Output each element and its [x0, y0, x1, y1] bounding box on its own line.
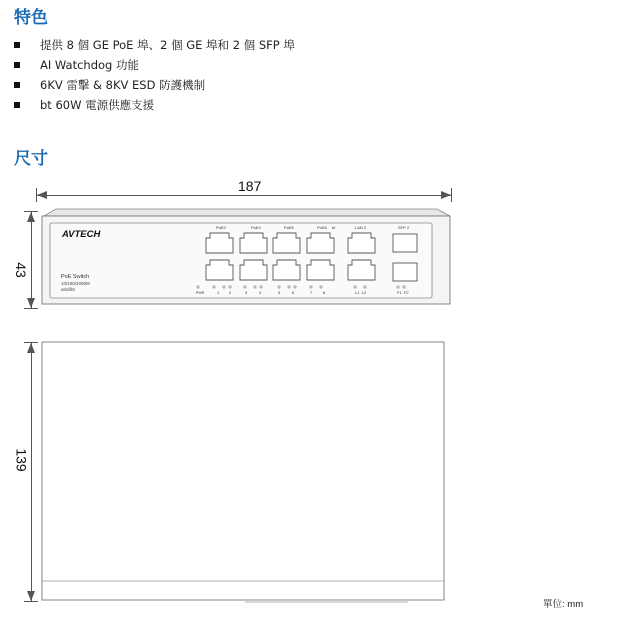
rj45-port-top-2	[240, 233, 267, 253]
rj45-port-bottom-2	[240, 260, 267, 280]
model-speed: 10/100/1000M	[61, 281, 90, 286]
unit-note: 單位: mm	[543, 599, 584, 610]
width-dimension-label: 187	[238, 178, 262, 194]
rj45-port-bottom-4	[307, 260, 334, 280]
dimensions-heading: 尺寸	[14, 149, 48, 169]
depth-arrow-up-icon	[27, 343, 35, 353]
port-label-bt: bt	[332, 225, 336, 230]
rj45-port-bottom-5	[348, 260, 375, 280]
width-arrow-right-icon	[441, 191, 451, 199]
device-top-view	[40, 340, 450, 604]
port-number-4: 4	[259, 290, 262, 295]
port-number-3: 3	[245, 290, 248, 295]
port-number-7: 7	[310, 290, 313, 295]
model-sub: at/af/bt	[61, 287, 75, 292]
sfp-led-label: F1 F2	[397, 290, 409, 295]
model-name: PoE Switch	[61, 274, 90, 280]
port-label-sfp2: SFP 2	[398, 225, 410, 230]
feature-text: 6KV 雷擊 & 8KV ESD 防護機制	[40, 78, 206, 92]
height-extension-bottom	[24, 308, 38, 309]
port-number-1: 1	[217, 290, 220, 295]
pwr-label: PWR	[196, 291, 205, 295]
rj45-port-top-1	[206, 233, 233, 253]
brand-logo: AVTECH	[62, 229, 101, 240]
height-dimension-label: 43	[12, 262, 29, 278]
bullet-icon	[14, 42, 20, 48]
height-dimension-line	[31, 211, 32, 309]
height-arrow-up-icon	[27, 212, 35, 222]
feature-text: AI Watchdog 功能	[40, 58, 140, 72]
height-arrow-down-icon	[27, 298, 35, 308]
depth-dimension-label: 139	[13, 448, 30, 472]
feature-text: 提供 8 個 GE PoE 埠、2 個 GE 埠和 2 個 SFP 埠	[40, 38, 295, 52]
bullet-icon	[14, 62, 20, 68]
port-label-poe6: PoE6	[284, 225, 294, 230]
rj45-port-bottom-3	[273, 260, 300, 280]
rj45-port-top-3	[273, 233, 300, 253]
port-number-5: 5	[278, 290, 281, 295]
width-arrow-left-icon	[37, 191, 47, 199]
port-label-poe2: PoE2	[216, 225, 226, 230]
rj45-port-top-4	[307, 233, 334, 253]
feature-text: bt 60W 電源供應支援	[40, 98, 155, 112]
depth-extension-bottom	[24, 601, 38, 602]
port-label-poe4: PoE4	[251, 225, 261, 230]
port-number-8: 8	[323, 290, 326, 295]
rj45-port-bottom-1	[206, 260, 233, 280]
port-label-poe8: PoE8	[317, 225, 327, 230]
bullet-icon	[14, 82, 20, 88]
features-heading: 特色	[14, 8, 48, 28]
lan-led-label: L1 L2	[355, 290, 367, 295]
sfp-port-top	[393, 234, 417, 252]
port-label-lan2: LAN 2	[355, 225, 367, 230]
depth-dimension-line	[31, 342, 32, 602]
port-number-2: 2	[229, 290, 232, 295]
bullet-icon	[14, 102, 20, 108]
depth-arrow-down-icon	[27, 591, 35, 601]
port-number-6: 6	[292, 290, 295, 295]
width-extension-right	[451, 188, 452, 202]
sfp-port-bottom	[393, 263, 417, 281]
rj45-port-top-5	[348, 233, 375, 253]
width-dimension-line	[36, 195, 452, 196]
